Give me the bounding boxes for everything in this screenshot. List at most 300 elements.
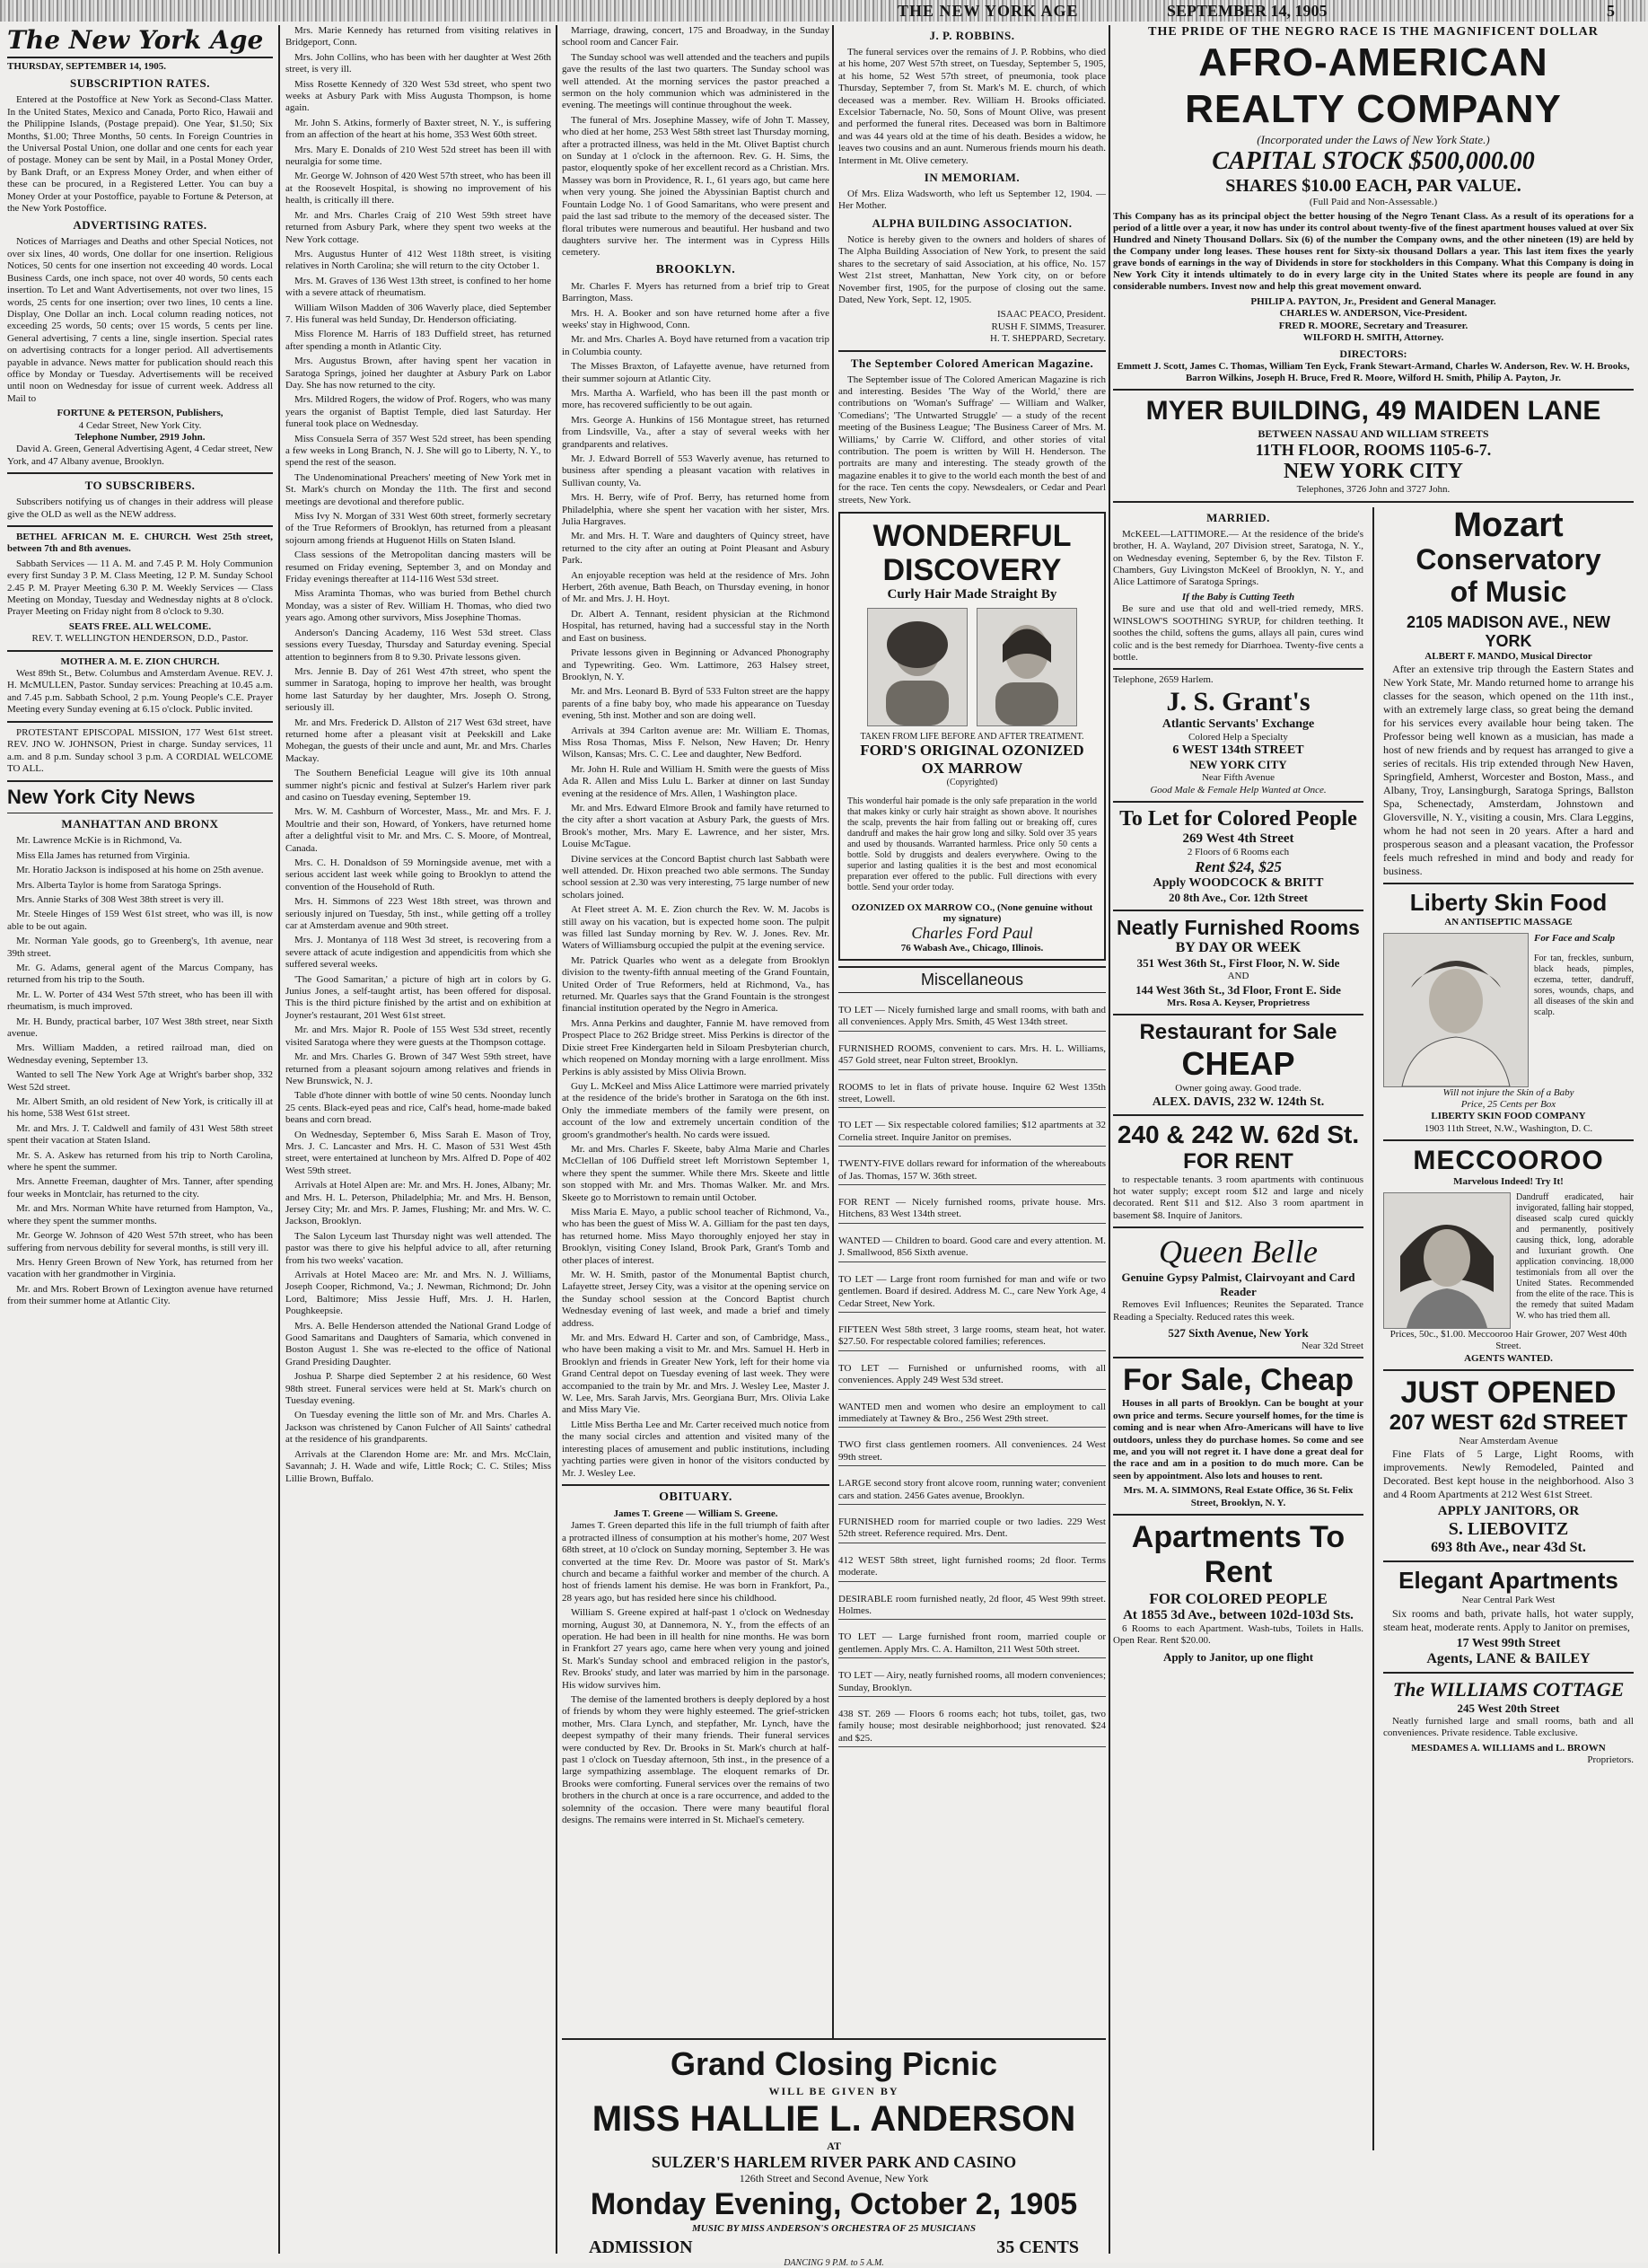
liberty-text-block	[1534, 933, 1634, 1087]
realty-officer: FRED R. MOORE, Secretary and Treasurer.	[1278, 320, 1468, 331]
magazine-heading: The September Colored American Magazine.	[850, 356, 1094, 370]
publisher: FORTUNE & PETERSON, Publishers,	[57, 408, 224, 419]
realty-officer: PHILIP A. PAYTON, Jr., President and General Manager.	[1250, 296, 1496, 307]
classified-ad: TO LET — Nicely furnished large and small rooms, with bath and all conveniences. Apply Mrs. Smith, 45 West 134th street.	[838, 1003, 1106, 1032]
church-news-list	[562, 25, 829, 259]
grant-title: J. S. Grant's	[1166, 686, 1311, 716]
apartments-apply: Apply to Janitor, up one flight	[1162, 1649, 1314, 1664]
column-2	[285, 25, 551, 2254]
divider	[1383, 883, 1634, 884]
obituary-item: The demise of the lamented brothers is deeply deplored by a host of friends by whom they were highly esteemed. The grief-stricken mother, Mrs. Clara Lynch, and stepfather, Mr. Lynch, have the deepest sympathy of their many friends. Their funeral services were conducted by Rev. Dr. Brooks in St. Mark's church at half-past 1 o'clock on Tuesday afternoon, 5th inst., in the presence of a large sympathizing assemblage. The eloquent remarks of Dr. Brooks were comforting. Funeral services over the remains of two brothers in the church at once is a rare occurrence, and added to the solemnity of the occasion. There were many beautiful floral designs. The remains were interred in St. Michael's cemetery.	[562, 1694, 829, 1826]
running-head-title: THE NEW YORK AGE	[898, 2, 1079, 20]
news-item: William Wilson Madden of 306 Waverly place, died September 7. His funeral was held Sunday, Dr. Henderson officiating.	[285, 302, 551, 325]
column-1	[7, 25, 273, 2254]
news-item: Anderson's Dancing Academy, 116 West 53d street. Class sessions every Tuesday, Thursday and Saturday evening. Special attention to beginners from 8 to 9.30. Private lessons given.	[285, 627, 551, 663]
masthead: The New York Age	[7, 25, 273, 58]
elegant-agents: Agents, LANE & BAILEY	[1426, 1650, 1591, 1666]
brooklyn-news-list	[562, 281, 829, 1480]
cottage-text: Neatly furnished large and small rooms, bath and all conveniences. Private residence. Table exclusive.	[1383, 1715, 1634, 1739]
ad-title: DISCOVERY	[882, 553, 1062, 587]
classified-ad: TO LET — Furnished or unfurnished rooms, with all conveniences. Apply 249 West 53d street.	[838, 1361, 1106, 1390]
meccooroo-portrait-image	[1383, 1192, 1511, 1329]
advertising-heading: ADVERTISING RATES.	[73, 218, 207, 233]
ad-signature: Charles Ford Paul	[911, 924, 1033, 942]
news-item: Marriage, drawing, concert, 175 and Broadway, in the Sunday school room and Cancer Fair.	[562, 25, 829, 48]
divider	[1113, 389, 1634, 391]
realty-officer: CHARLES W. ANDERSON, Vice-President.	[1279, 308, 1468, 320]
classified-ad: ROOMS to let in flats of private house. Inquire 62 West 135th street, Lowell.	[838, 1080, 1106, 1109]
advertising-text: Notices of Marriages and Deaths and other Special Notices, not over six lines, 40 words, One dollar for one insertion. Religious Notices, 50 cents for one insertion not exceeding 40 words. Local Business Cards, one inch space, not over 40 words, 50 cents each insertion. To Let and Want Advertisements, not over two lines, 15 words, 25 cents for one insertion; over two lines, 10 cents a line. Display, One Dollar an inch. Local column reading notices, not exceeding 25 words, 50 cents; over 15 words, 5 cents per line. General advertising, 7 cents a line, single insertion. Special rates on advertising contracts for a longer period. All advertisements payable in advance. News matter for publication should reach this office by Monday or Tuesday. Advertisements will be received until noon on Wednesday for issue of current week. Address all Mail to	[7, 236, 273, 404]
news-item: Mrs. Henry Green Brown of New York, has returned from her vacation with her grandmother in Virginia.	[7, 1256, 273, 1280]
news-item: Miss Ivy N. Morgan of 331 West 60th street, formerly secretary of the True Reformers of Brooklyn, has returned from a pleasant sojourn among friends at Huguenot Hills on Staten Island.	[285, 511, 551, 546]
news-item: Mr. J. Edward Borrell of 553 Waverly avenue, has returned to business after spending a pleasant vacation with relatives in Sullivan county, Va.	[562, 453, 829, 488]
liberty-address: 1903 11th Street, N.W., Washington, D. C.	[1424, 1122, 1593, 1134]
myer-building-title: MYER BUILDING, 49 MAIDEN LANE	[1145, 396, 1601, 426]
divider	[1113, 1514, 1363, 1516]
ad-column-rule	[1372, 507, 1374, 2150]
news-item: Mrs. W. M. Cashburn of Worcester, Mass., Mr. and Mrs. F. J. Moultrie and their son, Howard, of Yonkers, have returned home after a delightful visit to Mr. and Mrs. C. S. Moore, of Montreal, Canada.	[285, 806, 551, 854]
news-item: Miss Araminta Thomas, who was buried from Bethel church Monday, was a sister of Rev. William H. Thomas, who died two years ago. Among other survivors, Miss Josephine Thomas.	[285, 588, 551, 624]
robbins-text: The funeral services over the remains of J. P. Robbins, who died at his home, 207 West 57th street, on Tuesday, September 5, 1905, at his home, 52 West 57th street, of pneumonia, took place Thursday, September 7, from St. Mark's M. E. church, of which deceased was a member. Rev. William H. Brooks officiated. Excelsior Tabernacle, No. 50, Sons of Mount Olive, was present and performed the funeral rites. Deceased was born in Baltimore and was 44 years old at the time of his death. Besides a widow, he leaves two cousins and an aunt. Numerous friends mourn his death. Interment in Mt. Olive cemetery.	[838, 47, 1106, 166]
tolet-address: 269 West 4th Street	[1182, 831, 1294, 846]
realty-paid: (Full Paid and Non-Assessable.)	[1309, 197, 1438, 207]
picnic-admission-label: ADMISSION	[589, 2237, 693, 2257]
news-item: Mr. H. Bundy, practical barber, 107 West 38th street, near Sixth avenue.	[7, 1015, 273, 1039]
just-opened-address: 207 WEST 62d STREET	[1389, 1410, 1628, 1435]
church-text: Sabbath Services — 11 A. M. and 7.45 P. M. Holy Communion every first Sunday 3 P. M. Class Meeting, 12 P. M. Sunday School 2.45 P. M. Prayer Meeting 6.30 P. M. Weekly Services — Class Meeting on Monday, Tuesday and Wednesday nights at 8 o'clock. Prayer Meeting on Friday night from 8 o'clock to 9.30.	[7, 558, 273, 618]
divider	[1113, 1114, 1363, 1116]
memoriam-text: Of Mrs. Eliza Wadsworth, who left us September 12, 1904. — Her Mother.	[838, 189, 1106, 212]
miscellaneous-heading: Miscellaneous	[838, 966, 1106, 993]
picnic-dancing: DANCING 9 P.M. to 5 A.M.	[784, 2258, 884, 2268]
picnic-title: Grand Closing Picnic	[670, 2045, 998, 2082]
just-opened-text: Fine Flats of 5 Large, Light Rooms, with improvements. Newly Remodeled, Painted and Decorated. Best kept house in the neighborhood. Also 3 and 4 Room Apartments at 212 West 61st Street.	[1383, 1447, 1634, 1501]
news-item: Mrs. M. Graves of 136 West 13th street, is confined to her home with a severe attack of rheumatism.	[285, 275, 551, 299]
news-item: Mrs. William Madden, a retired railroad man, died on Wednesday evening, September 13.	[7, 1042, 273, 1066]
news-item: Mrs. C. H. Donaldson of 59 Morningside avenue, met with a serious accident last week while going to Brooklyn to attend the convention of the Household of Ruth.	[285, 857, 551, 892]
news-item: At Fleet street A. M. E. Zion church the Rev. W. M. Jacobs is still away on his vacation, but is expected home soon. The pulpit was filled last Sunday morning by Rev. W. J. Jones. Rev. Mr. Waters of Williamsburg occupied the pulpit at the evening service.	[562, 904, 829, 952]
classified-ad: TO LET — Large furnished front room, married couple or gentlemen. Apply Mrs. C. A. Hamilton, 211 West 50th street.	[838, 1630, 1106, 1658]
obituary-heading: OBITUARY.	[659, 1490, 732, 1504]
realty-body: This Company has as its principal object the better housing of the Negro Tenant Class. As a result of its operations for a period of a little over a year, it now has under its control about twenty-five of the finest apartment houses valued at over Six Hundred and Ninety Thousand Dollars. Six (6) of the number the Company owns, and the other nineteen (19) are held by the Company under long leases. These houses rent for Sixty-six thousand Dollars a year. This last item fixes the yearly grave bonds of earnings in the way of Dividends in store for stockholders in this Company. What this Company is doing in New York City it intends ultimately to do in every large city in the United States where its people are found in any considerable numbers. Invest now and help this great movement onward.	[1113, 211, 1634, 292]
mozart-title-2: Conservatory	[1416, 542, 1601, 576]
divider	[1383, 1560, 1634, 1562]
cottage-address: 245 West 20th Street	[1457, 1701, 1560, 1715]
news-item: Mr. and Mrs. Frederick D. Allston of 217 West 63d street, have returned home after a pleasant visit at Peekskill and Lake Mohegan, the guests of their uncle and aunt, Mr. and Mrs. Charles Mackay.	[285, 716, 551, 764]
news-item: Dr. Albert A. Tennant, resident physician at the Richmond Hospital, has returned, having had a successful stay in the North and East on business.	[562, 608, 829, 644]
liberty-for: For Face and Scalp	[1534, 932, 1616, 944]
news-item: Mrs. H. A. Booker and son have returned home after a five weeks' stay in Highwood, Conn.	[562, 307, 829, 330]
mission-text: PROTESTANT EPISCOPAL MISSION, 177 West 61st street. REV. JNO W. JOHNSON, Priest in charge. Sunday services, 11 a.m. and 8 p.m. Sunday school 3 p.m. A CORDIAL WELCOME TO ALL.	[7, 726, 273, 774]
news-item: Mrs. Alberta Taylor is home from Saratoga Springs.	[16, 879, 222, 891]
divider	[1113, 1226, 1363, 1228]
news-item: Mr. and Mrs. Robert Brown of Lexington avenue have returned from their summer home at Atlantic City.	[7, 1283, 273, 1307]
neatly-address-1: 351 West 36th St., First Floor, N. W. Side	[1136, 956, 1340, 971]
cottage-title: The WILLIAMS COTTAGE	[1392, 1677, 1625, 1701]
news-item: Mr. and Mrs. H. T. Ware and daughters of Quincy street, have returned to the city after an outing at Point Pleasant and Asbury Park.	[562, 531, 829, 567]
page-header-strip	[0, 0, 1648, 22]
news-item: The Undenominational Preachers' meeting of New York met in St. Mark's church on Monday the 11th. The first and second meetings are devotional and therefore public.	[285, 471, 551, 507]
news-item: Mr. John H. Rule and William H. Smith were the guests of Miss Ada R. Allen and Miss Lulu L. Barker at dinner on last Sunday evening at the residence of Mrs. Allen, 1 Washington place.	[562, 763, 829, 799]
picnic-given-by: WILL BE GIVEN BY	[768, 2085, 899, 2097]
news-item: Mr. John S. Atkins, formerly of Baxter street, N. Y., is suffering from an affection of the heart at his home, 353 West 60th street.	[285, 117, 551, 141]
news-item: Mrs. H. Simmons of 223 West 18th street, was thrown and seriously injured on Tuesday, 5th inst., while getting off a trolley car at Amsterdam avenue and 90th street.	[285, 896, 551, 932]
queen-text: Removes Evil Influences; Reunites the Separated. Trance Reading a Specialty. Reduced rates this week.	[1113, 1299, 1363, 1323]
classified-ad: FIFTEEN West 58th street, 3 large rooms, steam heat, hot water. $27.50. For respectable colored families; references.	[838, 1323, 1106, 1351]
neatly-title: Neatly Furnished Rooms	[1117, 916, 1360, 940]
directors-heading: DIRECTORS:	[1339, 347, 1407, 360]
news-item: Mr. and Mrs. Major R. Poole of 155 West 53d street, recently visited Saratoga where they were guests at the Thompson cottage.	[285, 1024, 551, 1048]
city-news-title: New York City News	[7, 780, 273, 813]
news-item: Arrivals at the Clarendon Home are: Mr. and Mrs. McClain, Savannah; J. H. Wade and wife, Little Rock; C. C. Stiles; Miss Lillie Brown, Buffalo.	[285, 1448, 551, 1484]
apartments-title: Apartments To Rent	[1131, 1520, 1346, 1590]
subscribers-text: Subscribers notifying us of changes in their address will please give the OLD as well as the NEW address.	[7, 497, 273, 520]
elegant-title: Elegant Apartments	[1398, 1567, 1618, 1595]
news-item: Mrs. Augustus Brown, after having spent her vacation in Saratoga Springs, joined her daughter at Asbury Park on Labor Day. She has now returned to the city.	[285, 356, 551, 391]
classified-ad: TO LET — Six respectable colored families; $12 apartments at 32 Cornelia street. Inquire Janitor on premises.	[838, 1118, 1106, 1147]
divider	[1383, 1672, 1634, 1674]
news-item: Mr. and Mrs. Charles G. Brown of 347 West 59th street, have returned from a pleasant sojourn among relatives and friends in New Brunswick, N. J.	[285, 1051, 551, 1086]
divider	[838, 350, 1106, 352]
meccooroo-subtitle: Marvelous Indeed! Try It!	[1453, 1176, 1564, 1188]
grant-phone: Telephone, 2659 Harlem.	[1113, 674, 1214, 686]
news-item: 'The Good Samaritan,' a picture of high art in colors by G. Junius Jones, a self-taught artist, has been offered for disposal. This is the third picture finished by the artist and on exhibition at Joyner's restaurant, 201 West 61st street.	[285, 973, 551, 1021]
divider	[1113, 801, 1363, 803]
column-4	[838, 25, 1106, 2254]
ad-title: WONDERFUL	[872, 519, 1072, 553]
married-heading: MARRIED.	[1206, 510, 1270, 524]
cottage-owners: MESDAMES A. WILLIAMS and L. BROWN	[1411, 1742, 1606, 1754]
news-item: Mrs. H. Berry, wife of Prof. Berry, has returned home from Philadelphia, where she spent her vacation with her sister, Mrs. Julia Hargraves.	[562, 492, 829, 528]
news-item: Mrs. Martha A. Warfield, who has been ill the past month or more, has recovered sufficiently to be out again.	[562, 387, 829, 411]
restaurant-address: ALEX. DAVIS, 232 W. 124th St.	[1152, 1094, 1325, 1109]
neatly-and: AND	[1227, 971, 1249, 982]
news-item: The Sunday school was well attended and the teachers and pupils gave the results of the last two quarters. The Sunday school was well attended. At the morning services the pastor preached a sermon on the holy communion which was administered in the evening. The meetings will continue throughout the week.	[562, 51, 829, 111]
alpha-signer: ISAAC PEACO, President.	[996, 309, 1106, 321]
news-item: Mr. and Mrs. Leonard B. Byrd of 533 Fulton street are the happy parents of a fine baby boy, who made his appearance on Tuesday evening, 5th inst. Mother and son are doing well.	[562, 686, 829, 722]
zion-text: West 89th St., Betw. Columbus and Amsterdam Avenue. REV. J. H. McMULLEN, Pastor. Sunday services: Preaching at 10.45 a.m. and 7.45 p.m. Sabbath School, 2 p.m. Young People's C.E. Prayer Meeting every Sunday evening at 6.15 o'clock. Public invited.	[7, 668, 273, 716]
just-opened-name-address: 693 8th Ave., near 43d St.	[1431, 1540, 1586, 1556]
ad-columns	[1113, 507, 1634, 2150]
alpha-signer: RUSH F. SIMMS, Treasurer.	[991, 321, 1106, 332]
just-opened-title: JUST OPENED	[1400, 1375, 1617, 1410]
subscription-text: Entered at the Postoffice at New York as Second-Class Matter. In the United States, Mexico and Canada, Porto Rico, Hawaii and the Philippine Islands, (Postage prepaid). One Year, $1.50; Six Months, $1.00; Three Months, 50 cents. In Foreign Countries in the Universal Postal Union, one dollar and one cents for each year of postage. Money can be sent by Mail, in a Postal Money Order, by Bank Draft, or an Express Money Order, and when either of these can be procured, in a Registered Letter. You can buy a Money Order at your Postoffice, payable to Fortune & Peterson, at the New York Postoffice.	[7, 94, 273, 215]
grant-note: Near Fifth Avenue	[1201, 772, 1275, 784]
ads-left-column	[1113, 507, 1363, 2150]
picnic-admission-row	[562, 2234, 1106, 2258]
teething-heading: If the Baby is Cutting Teeth	[1181, 591, 1295, 602]
ad-closing: OZONIZED OX MARROW CO., (None genuine without my signature)	[851, 902, 1093, 924]
realty-incorporated: (Incorporated under the Laws of New York State.)	[1257, 133, 1490, 146]
queen-address: 527 Sixth Avenue, New York	[1168, 1326, 1309, 1340]
news-item: Mr. Albert Smith, an old resident of New York, is critically ill at his home, 538 West 61st street.	[7, 1096, 273, 1120]
column-3	[562, 25, 829, 2254]
news-item: Arrivals at Hotel Maceo are: Mr. and Mrs. N. J. Williams, Joseph Cooper, Richmond, Va.; J. Newman, Richmond; Dr. John Lord, Baltimore; Miss Jessie Huff, Mrs. J. H. Harlen, Poughkeepsie.	[285, 1270, 551, 1317]
apartments-text: 6 Rooms to each Apartment. Wash-tubs, Toilets in Halls. Open Rear. Rent $20.00.	[1113, 1623, 1363, 1647]
myer-floor: 11TH FLOOR, ROOMS 1105-6-7.	[1255, 441, 1492, 460]
news-item: An enjoyable reception was held at the residence of Mrs. John Herbert, 26th avenue, Bath Beach, on Thursday evening, in honor of Mr. and Mrs. J. H. Hoyt.	[562, 569, 829, 605]
liberty-body	[1383, 933, 1634, 1087]
divider	[7, 721, 273, 723]
news-item: Mr. W. H. Smith, pastor of the Monumental Baptist church, Lafayette street, Jersey City, was a visitor at the opening service on the Sunday school session at the Concord Baptist church Wednesday evening of last week, and made a brief and timely address.	[562, 1270, 829, 1329]
news-item: Mrs. Mary E. Donalds of 210 West 52d street has been ill with neuralgia for some time.	[285, 144, 551, 168]
pastor: REV. T. WELLINGTON HENDERSON, D.D., Pastor.	[31, 633, 249, 645]
news-item: Miss Florence M. Harris of 183 Duffield street, has returned after spending a month in Atlantic City.	[285, 329, 551, 352]
news-item: On Tuesday evening the little son of Mr. and Mrs. Charles A. Jackson was christened by Canon Fulcher of All Saints' cathedral at the residence of his grandparents.	[285, 1410, 551, 1446]
news-item: Mrs. Augustus Hunter of 412 West 118th street, is visiting relatives in North Carolina; she will return to the city October 1.	[285, 248, 551, 272]
advertising-agent: David A. Green, General Advertising Agent, 4 Cedar street, New York, and 47 Albany avenue, Brooklyn.	[7, 444, 273, 467]
picnic-host: MISS HALLIE L. ANDERSON	[592, 2099, 1076, 2139]
news-item: Mrs. Jennie B. Day of 261 West 47th street, who spent the summer in Saratoga, hoping to improve her health, was brought home last Saturday by her daughter, Mrs. Joseph O. Strong, seriously ill.	[285, 665, 551, 714]
alpha-text: Notice is hereby given to the owners and holders of shares of The Alpha Building Association of New York, to present the said shares to the secretary of said Association, at his office, No. 157 West 21st street, Manhattan, New York city, on or before November first, 1905, for the purpose of closing out the same. Dated, New York, Sept. 12, 1905.	[838, 233, 1106, 305]
divider	[562, 1484, 829, 1486]
news-item: Mr. G. Adams, general agent of the Marcus Company, has returned from his trip to the South.	[7, 962, 273, 986]
neatly-by: BY DAY OR WEEK	[1175, 940, 1302, 956]
meccooroo-agents: AGENTS WANTED.	[1464, 1352, 1553, 1364]
tolet-apply: Apply WOODCOCK & BRITT	[1153, 876, 1324, 891]
news-item: Mrs. A. Belle Henderson attended the National Grand Lodge of Good Samaritans and Daughters of Samaria, which convened in Boston August 1. She was re-elected to the office of National Grand Presiding Daughter.	[285, 1320, 551, 1367]
divider	[1113, 910, 1363, 911]
news-item: Mr. George W. Johnson of 420 West 57th street, who has been ill at the Roosevelt Hospital, is showing no improvement of his health, is critically ill there.	[285, 171, 551, 207]
neatly-owner: Mrs. Rosa A. Keyser, Proprietress	[1167, 997, 1310, 1008]
restaurant-title: Restaurant for Sale	[1139, 1020, 1337, 1045]
subscribers-heading: TO SUBSCRIBERS.	[84, 479, 196, 493]
news-item: Mr. L. W. Porter of 434 West 57th street, who has been ill with rheumatism, is much improved.	[7, 989, 273, 1013]
news-item: The Salon Lyceum last Thursday night was well attended. The pastor was there to give his helpful advice to all, after returning from his two weeks' vacation.	[285, 1230, 551, 1266]
news-item: Wanted to sell The New York Age at Wright's barber shop, 332 West 52d street.	[7, 1069, 273, 1093]
portrait-pair	[847, 608, 1097, 726]
telephone: Telephone Number, 2919 John.	[75, 431, 206, 443]
ad-body: This wonderful hair pomade is the only safe preparation in the world that makes kinky or curly hair straight as shown above. It nourishes the scalp, prevents the hair from falling out or breaking off, cures dandruff and makes the hair grow long and silky. Sold over 35 years and used by thousands. Warranted harmless. Price only 50 cents a bottle. Sold by druggists and dealers everywhere. Owing to the superior and lasting qualities it is the best and most economical preparation ever offered to the public. Full directions with every bottle. Send your order today.	[847, 796, 1097, 892]
divider	[1113, 501, 1634, 503]
news-item: Mr. and Mrs. Charles F. Skeete, baby Alma Marie and Charles McClellan of 106 Duffield street left Morristown September 1, where they spent the summer. While there Mrs. Skeete and little son stopped with Mr. and Mrs. Thomas Walker. Mr. and Mrs. Skeete go to Morristown to remain until October.	[562, 1143, 829, 1203]
apartments-for: FOR COLORED PEOPLE	[1149, 1590, 1328, 1608]
classified-ad: TWO first class gentlemen roomers. All conveniences. 24 West 99th street.	[838, 1437, 1106, 1466]
publisher-address: 4 Cedar Street, New York City.	[78, 419, 202, 431]
tolet-rooms: 2 Floors of 6 Rooms each	[1187, 846, 1290, 857]
liberty-company: LIBERTY SKIN FOOD COMPANY	[1431, 1111, 1586, 1122]
woman-portrait-image	[1383, 933, 1529, 1087]
news-item: Mrs. Mildred Rogers, the widow of Prof. Rogers, who was many years the organist of Baptist Temple, died last Saturday. Her funeral took place on Wednesday.	[285, 394, 551, 430]
queen-title: Queen Belle	[1159, 1234, 1318, 1270]
news-item: Mr. Patrick Quarles who went as a delegate from Brooklyn division to the twenty-fifth annual meeting of the Grand Fountain, United Order of True Reformers, held at Richmond, Va., has returned. Mr. Quarles says that the Grand Fountain is the strongest financial institution operated by the Negro in America.	[562, 954, 829, 1015]
news-item: Mr. Horatio Jackson is indisposed at his home on 25th avenue.	[16, 865, 264, 876]
sale-text: Houses in all parts of Brooklyn. Can be bought at your own price and terms. Secure yourself homes, for the time is coming and is near when Afro-Americans will have to live outdoors, unless they do purchase homes. So come and see me, and you will not regret it. I have done a great deal for the race and am in a position to do much more. Can be seen by appointment. Also lots and houses to rent.	[1113, 1398, 1363, 1481]
restaurant-owner: Owner going away. Good trade.	[1175, 1083, 1302, 1094]
mozart-text: After an extensive trip through the Eastern States and New York State, Mr. Mando returned home to arrange his classes for the season, which opened on the 11th inst., with an extremely large class, so great being the demand for his services every available hour being taken. The Professor being well known as a musician, has made a host of new friends and by request has arranged to give a series of recitals. His trip extended through New Haven, Springfield, Amherst, Worcester and Boston, Mass., and Albany, Troy, Lansingburgh, Saratoga Springs, Ballston Spa, Schenectady, Amsterdam, Johnstown and Gloversville, N. Y., visiting a cousin, Mrs. Clara Leggins, whom he had not seen in 20 years. After a hard and prosperous season and a pleasant vacation, the Professor feels much refreshed in mind and body and ready for business.	[1383, 663, 1634, 878]
column-5	[1113, 25, 1634, 2254]
news-item: Table d'hote dinner with bottle of wine 50 cents. Noonday lunch 25 cents. Black-eyed peas and rice, Calf's head, home-made baked beans and corn bread.	[285, 1090, 551, 1126]
picnic-place: SULZER'S HARLEM RIVER PARK AND CASINO	[651, 2153, 1017, 2171]
news-item: Mr. Charles F. Myers has returned from a brief trip to Great Barrington, Mass.	[562, 280, 829, 304]
myer-between: BETWEEN NASSAU AND WILLIAM STREETS	[1258, 427, 1489, 441]
elegant-text: Six rooms and bath, private halls, hot water supply, steam heat, moderate rents. Apply to Janitor on premises,	[1383, 1606, 1634, 1633]
meccooroo-body	[1383, 1192, 1634, 1329]
grant-specialty: Colored Help a Specialty	[1188, 731, 1288, 743]
classified-ad: FURNISHED room for married couple or two ladies. 229 West 52th street. Reference required. Mrs. Dent.	[838, 1515, 1106, 1543]
meccooroo-text: Dandruff eradicated, hair invigorated, falling hair stopped, diseased scalp cured quickly and permanently, positively causing thick, long, adorable and luxuriant growth. One application convincing. 18,000 testimonials from all over the United States. Recommended from the elite of the race. This is the remedy that suited Madam W. who has tried them all.	[1516, 1191, 1634, 1321]
picnic-at: AT	[827, 2140, 841, 2152]
realty-shares: SHARES $10.00 EACH, PAR VALUE.	[1225, 176, 1521, 196]
divider	[1113, 1357, 1363, 1358]
ad-copyright: (Copyrighted)	[946, 778, 998, 787]
directors-list: Emmett J. Scott, James C. Thomas, William Ten Eyck, Frank Stewart-Armand, Charles W. Anderson, Rev. W. H. Brooks, Barron Wilkins, Joseph H. Bruce, Fred R. Moore, Wilford H. Smith, Philip A. Payton, Jr.	[1117, 360, 1630, 384]
classified-ad: DESIRABLE room furnished neatly, 2d floor, 45 West 99th street. Holmes.	[838, 1592, 1106, 1621]
just-opened-apply: APPLY JANITORS, OR	[1437, 1504, 1580, 1519]
apartments-address: At 1855 3d Ave., between 102d-103d Sts.	[1123, 1608, 1354, 1623]
personals-list	[285, 25, 551, 1485]
liberty-caption: Will not injure the Skin of a Baby	[1442, 1086, 1574, 1098]
news-item: Mr. and Mrs. Charles A. Boyd have returned from a vacation trip in Columbia county.	[562, 334, 829, 357]
before-portrait-image	[867, 608, 968, 726]
tolet-apply-address: 20 8th Ave., Cor. 12th Street	[1168, 891, 1309, 905]
classified-ad: FURNISHED ROOMS, convenient to cars. Mrs. H. L. Williams, 457 Gold street, near Fulton street, Brooklyn.	[838, 1042, 1106, 1070]
news-item: Arrivals at Hotel Alpen are: Mr. and Mrs. H. Jones, Albany; Mr. and Mrs. H. L. Peterson, Philadelphia; Mr. and Mrs. H. Benson, Jersey City; Mr. and Mrs. P. James, Flushing; Mr. and Mrs. W. C. Jackson, Brooklyn.	[285, 1180, 551, 1227]
classifieds-list	[838, 1003, 1106, 1747]
divider	[1383, 1369, 1634, 1371]
news-item: On Wednesday, September 6, Miss Sarah E. Mason of Troy, Mrs. J. C. Lancaster and Mrs. H. C. Mason of 531 West 45th street, were entertained at luncheon by Mrs. Alfred D. Pope of 402 West 59th street.	[285, 1129, 551, 1176]
news-item: Mrs. Annette Freeman, daughter of Mrs. Tanner, after spending four weeks in Montclair, has returned to the city.	[7, 1176, 273, 1200]
picnic-admission-price: 35 CENTS	[996, 2237, 1079, 2257]
news-item: Joshua P. Sharpe died September 2 at his residence, 60 West 98th street. Funeral services were held at St. Mark's church on Tuesday evening.	[285, 1371, 551, 1407]
pride-line: THE PRIDE OF THE NEGRO RACE IS THE MAGNIFICENT DOLLAR	[1148, 25, 1599, 39]
news-item: Arrivals at 394 Carlton avenue are: Mr. William E. Thomas, Miss Rosa Thomas, Miss F. Nelson, New Haven; Dr. Henry Wilson, Kansas; Mrs. C. C. Lee and daughter, New Bedford.	[562, 725, 829, 760]
news-item: Mrs. John Collins, who has been with her daughter at West 26th street, is very ill.	[285, 51, 551, 75]
news-item: Mrs. Anna Perkins and daughter, Fannie M. have removed from Prospect Place to 262 Bridge street. Miss Perkins is director of the Dixie street Free Kindergarten held in Siloam Presbyterian church, which reopened on Monday morning with a large enrollment. Miss Perkins is ably assisted by Miss Olivia Brown.	[562, 1017, 829, 1077]
mozart-address: 2105 MADISON AVE., NEW YORK	[1406, 612, 1611, 650]
news-item: The Misses Braxton, of Lafayette avenue, have returned from their summer sojourn at Atlantic City.	[562, 361, 829, 384]
column-rule	[832, 25, 834, 2254]
dateline: THURSDAY, SEPTEMBER 14, 1905.	[7, 61, 167, 72]
news-item: Mr. Lawrence McKie is in Richmond, Va.	[16, 835, 182, 847]
news-item: Mr. and Mrs. Edward Elmore Brook and family have returned to the city after a short vacation at Asbury Park, the guests of Mrs. Brook's mother, Mrs. Mary E. Lawrence, and her sister, Mrs. Louise McTague.	[562, 802, 829, 850]
classified-ad: FOR RENT — Nicely furnished rooms, private house. Mrs. Hitchens, 83 West 134th street.	[838, 1195, 1106, 1224]
alpha-signer: H. T. SHEPPARD, Secretary.	[990, 333, 1106, 345]
news-item: Mrs. J. Montanya of 118 West 3d street, is recovering from a severe attack of acute indigestion and appendicitis from which she suffered several weeks.	[285, 935, 551, 971]
grant-wanted: Good Male & Female Help Wanted at Once.	[1150, 784, 1327, 796]
classified-ad: TWENTY-FIVE dollars reward for information of the whereabouts of Jas. Thomas, 157 W. 36th street.	[838, 1156, 1106, 1185]
ad-address: 76 Wabash Ave., Chicago, Illinois.	[900, 943, 1044, 954]
news-item: Mrs. Marie Kennedy has returned from visiting relatives in Bridgeport, Conn.	[285, 25, 551, 48]
alpha-heading: ALPHA BUILDING ASSOCIATION.	[872, 215, 1073, 230]
city-news-list	[7, 835, 273, 1307]
news-item: Miss Ella James has returned from Virginia.	[16, 849, 190, 861]
queen-near: Near 32d Street	[1301, 1341, 1363, 1351]
realty-officer: WILFORD H. SMITH, Attorney.	[1302, 332, 1444, 344]
news-item: Mr. and Mrs. Norman White have returned from Hampton, Va., where they spent the summer months.	[7, 1203, 273, 1226]
liberty-title: Liberty Skin Food	[1409, 889, 1608, 917]
obituary-subhead: James T. Greene — William S. Greene.	[613, 1508, 778, 1519]
just-opened-near: Near Amsterdam Avenue	[1459, 1435, 1558, 1446]
myer-phone: Telephones, 3726 John and 3727 John.	[1296, 484, 1451, 496]
classified-ad: 412 WEST 58th street, light furnished rooms; 2d floor. Terms moderate.	[838, 1553, 1106, 1582]
column-rule	[556, 25, 557, 2254]
news-item: Mr. George W. Johnson of 420 West 57th street, who has been suffering from nervous debility for several months, is still very ill.	[7, 1230, 273, 1253]
sale-title: For Sale, Cheap	[1123, 1363, 1354, 1398]
mozart-title-3: of Music	[1450, 575, 1567, 608]
divider	[1113, 668, 1363, 670]
just-opened-name: S. LIEBOVITZ	[1448, 1519, 1569, 1540]
divider	[1383, 1139, 1634, 1141]
news-item: Mr. and Mrs. J. T. Caldwell and family of 431 West 58th street spent their vacation at Staten Island.	[7, 1122, 273, 1147]
divider	[7, 650, 273, 652]
elegant-address: 17 West 99th Street	[1456, 1636, 1561, 1650]
news-item: Mr. and Mrs. Charles Craig of 210 West 59th street have returned from Asbury Park, where they spent two weeks at the New York cottage.	[285, 209, 551, 245]
church-heading: BETHEL AFRICAN M. E. CHURCH. West 25th street, between 7th and 8th avenues.	[7, 532, 273, 555]
picnic-music: MUSIC BY MISS ANDERSON'S ORCHESTRA OF 25 MUSICIANS	[692, 2223, 976, 2234]
picnic-place-address: 126th Street and Second Avenue, New York	[739, 2172, 929, 2184]
restaurant-cheap: CHEAP	[1181, 1045, 1295, 1083]
news-item: Mr. and Mrs. Edward H. Carter and son, of Cambridge, Mass., who have been making a visit to Mr. and Mrs. Samuel H. Herb in Brooklyn and friends in Greater New York, left for their home via Grand Central depot on Tuesday evening of last week. They were accompanied to the train by Mr. and Mrs. J. Wesley Lee, Master J. W. Lee, Mrs. Sarah Jarvis, Mrs. Georgiana Burr, Mrs. Olivia Lake and Miss Mary Vie.	[562, 1332, 829, 1416]
tolet-title: To Let for Colored People	[1119, 806, 1357, 831]
classified-ad: 438 ST. 269 — Floors 6 rooms each; hot tubs, toilet, gas, two family house; most desirable neighborhood; just renovated. $24 and $25.	[838, 1707, 1106, 1747]
queen-subtitle: Genuine Gypsy Palmist, Clairvoyant and Card Reader	[1121, 1270, 1355, 1299]
meccooroo-address: Prices, 50c., $1.00. Meccooroo Hair Grower, 207 West 40th Street.	[1389, 1328, 1627, 1352]
w62-text: to respectable tenants. 3 room apartments with continuous hot water supply; except room $12 and large and nicely decorated. Rent $11 and $12. Also 3 room apartment in basement $8. Inquire of Janitors.	[1113, 1174, 1363, 1221]
classified-ad: WANTED men and women who desire an employment to call immediately at Tawney & Bro., 256 West 29th street.	[838, 1400, 1106, 1428]
divider	[1113, 1014, 1363, 1015]
news-item: Mrs. Annie Starks of 308 West 38th street is very ill.	[16, 893, 224, 905]
w62-title: 240 & 242 W. 62d St.	[1117, 1120, 1360, 1148]
realty-title: AFRO-AMERICAN REALTY COMPANY	[1185, 40, 1562, 131]
liberty-text: For tan, freckles, sunburn, black heads, pimples, eczema, tetter, dandruff, sores, wounds, chaps, and all diseases of the skin and scalp.	[1534, 954, 1634, 1018]
ad-product: FORD'S ORIGINAL OZONIZED OX MARROW	[860, 742, 1084, 777]
robbins-heading: J. P. ROBBINS.	[929, 29, 1015, 42]
zion-heading: MOTHER A. M. E. ZION CHURCH.	[60, 655, 220, 667]
grant-subtitle: Atlantic Servants' Exchange	[1161, 716, 1315, 731]
news-item: Miss Maria E. Mayo, a public school teacher of Richmond, Va., who has been the guest of Miss W. A. Gilliam for the past ten days, has returned home. Miss Mayo thoroughly enjoyed her stay in Brooklyn, visiting Coney Island, Brook Park, Grant's Tomb and other places of interest.	[562, 1206, 829, 1266]
tolet-rent: Rent $24, $25	[1195, 858, 1282, 876]
news-item: Mr. Steele Hinges of 159 West 61st street, who was ill, is now able to be out again.	[7, 909, 273, 932]
news-item: Class sessions of the Metropolitan dancing masters will be resumed on Friday evening, September 3, and on Monday and Friday evenings thereafter at 114-116 West 53d street.	[285, 549, 551, 585]
running-head-date: SEPTEMBER 14, 1905	[1167, 2, 1328, 20]
grant-city: NEW YORK CITY	[1189, 758, 1287, 772]
meccooroo-title: MECCOOROO	[1413, 1146, 1604, 1176]
obituary-item: William S. Greene expired at half-past 1 o'clock on Wednesday morning, August 30, at Dannemora, N. Y., from the effects of an operation. He had been in ill health for nine months. He was born in Frankfort 27 years ago, came here when very young and joined St. Mark's Sunday school and embraced religion in the pastor's, Rev. Brooks' study, and later was married by him in the parsonage. His widow survives him.	[562, 1607, 829, 1691]
news-item: Miss Consuela Serra of 357 West 52d street, has been spending a few weeks in Long Branch, N. J. She will go to Liberty, N. Y., to spend the rest of the season.	[285, 433, 551, 469]
divider	[7, 472, 273, 474]
mozart-title: Mozart	[1453, 505, 1564, 544]
married-text: McKEEL—LATTIMORE.— At the residence of the bride's brother, H. A. Wayland, 207 Division street, Saratoga, N. Y., on Wednesday evening, September 6, by the Rev. Tilston F. Chambers, Guy Livingston McKeel of Brooklyn, N. Y., and Alice Lattimore of Saratoga Springs.	[1113, 528, 1363, 588]
magazine-text: The September issue of The Colored American Magazine is rich and interesting. Besides 'The Way of the World,' there are contributions on 'Woman's Suffrage' — William and Walker, 'Comedians'; 'The Untwarted Struggle' — a study of the recent meeting of the Business League; 'The Business Career of Mrs. M. Williams,' by Carrie W. Clifford, and other stories of vital contribution. The poem is written by Will H. Henderson. The portraits are many and interesting. The steady growth of the magazine enables it to give to the world each month the best of and for the race. Ten cents the copy. Newsdealers, or Cedar and Pearl streets, New York.	[838, 374, 1106, 505]
news-item: Little Miss Bertha Lee and Mr. Carter received much notice from the many social circles and attention and visited many of the interesting places of amusement and public institutions, including yachting parties were given in honor of the visitors conducted by Mr. J. Wesley Lee.	[562, 1419, 829, 1479]
news-item: Divine services at the Concord Baptist church last Sabbath were well attended. Dr. Hixon preached two able sermons. The Sunday school session at 2.30 was very interesting, 75 large number of new scholars joined.	[562, 853, 829, 901]
classified-ad: WANTED — Children to board. Good care and every attention. M. J. Smallwood, 856 Sixth avenue.	[838, 1234, 1106, 1262]
ads-right-column	[1383, 507, 1634, 2150]
myer-city: NEW YORK CITY	[1283, 460, 1464, 484]
elegant-near: Near Central Park West	[1461, 1595, 1556, 1606]
cottage-proprietors: Proprietors.	[1587, 1754, 1634, 1765]
grant-address: 6 WEST 134th STREET	[1172, 743, 1304, 758]
news-item: Mrs. George A. Hunkins of 156 Montague street, has returned from Lindsville, Va., after a stay of several weeks with her grandparents and relatives.	[562, 414, 829, 450]
picnic-ad	[562, 2038, 1106, 2268]
news-item: Guy L. McKeel and Miss Alice Lattimore were married privately at the residence of the bride's brother in Saratoga on the 6th inst. Only the immediate members of the family were present, on account of the low and extremely uncertain condition of the groom's grandmother's health. No cards were issued.	[562, 1080, 829, 1140]
ad-subtitle: Curly Hair Made Straight By	[887, 587, 1057, 602]
seats-free: SEATS FREE. ALL WELCOME.	[68, 620, 212, 632]
w62-for-rent: FOR RENT	[1183, 1148, 1293, 1174]
divider	[7, 525, 273, 527]
news-item: The funeral of Mrs. Josephine Massey, wife of John T. Massey, who died at her home, 253 West 58th street last Thursday morning, after a protracted illness, was held in the Mt. Olivet Baptist church on Sunday at 1 o'clock in the afternoon. Rev. G. H. Sims, the pastor, eloquently spoke of her excellent record as a Christian. Mrs. Massey was born in Providence, R. I., 61 years ago, but came here when very young. She joined the Abyssinian Baptist church and Fountain Lodge No. 1 of Good Samaritans, who were present and paid the last sad tribute to the memory of the deceased sister. The floral tributes were numerous and beautiful. Her husband and two daughters survive her. The interment was in Cypress Hills cemetery.	[562, 114, 829, 259]
news-item: Mr. Norman Yale goods, go to Greenberg's, 1th avenue, near 39th street.	[7, 936, 273, 959]
news-item: Private lessons given in Beginning or Advanced Phonography and Typewriting. Geo. Wm. Lattimore, 263 Halsey street, Brooklyn, N. Y.	[562, 647, 829, 682]
realty-capital: CAPITAL STOCK $500,000.00	[1212, 147, 1535, 175]
ad-caption: TAKEN FROM LIFE BEFORE AND AFTER TREATMENT.	[860, 732, 1084, 742]
news-item: Mr. S. A. Askew has returned from his trip to North Carolina, where he spent the summer.	[7, 1149, 273, 1174]
column-rule	[1109, 25, 1110, 2254]
classified-ad: TO LET — Large front room furnished for man and wife or two gentlemen. Board if desired. Address M. C., care New York Age, 4 Cedar Street, New York.	[838, 1272, 1106, 1313]
mozart-director: ALBERT F. MANDO, Musical Director	[1424, 650, 1592, 662]
news-item: Miss Rosette Kennedy of 320 West 53d street, who spent two weeks at Asbury Park with Miss Augusta Thompson, is home again.	[285, 78, 551, 114]
